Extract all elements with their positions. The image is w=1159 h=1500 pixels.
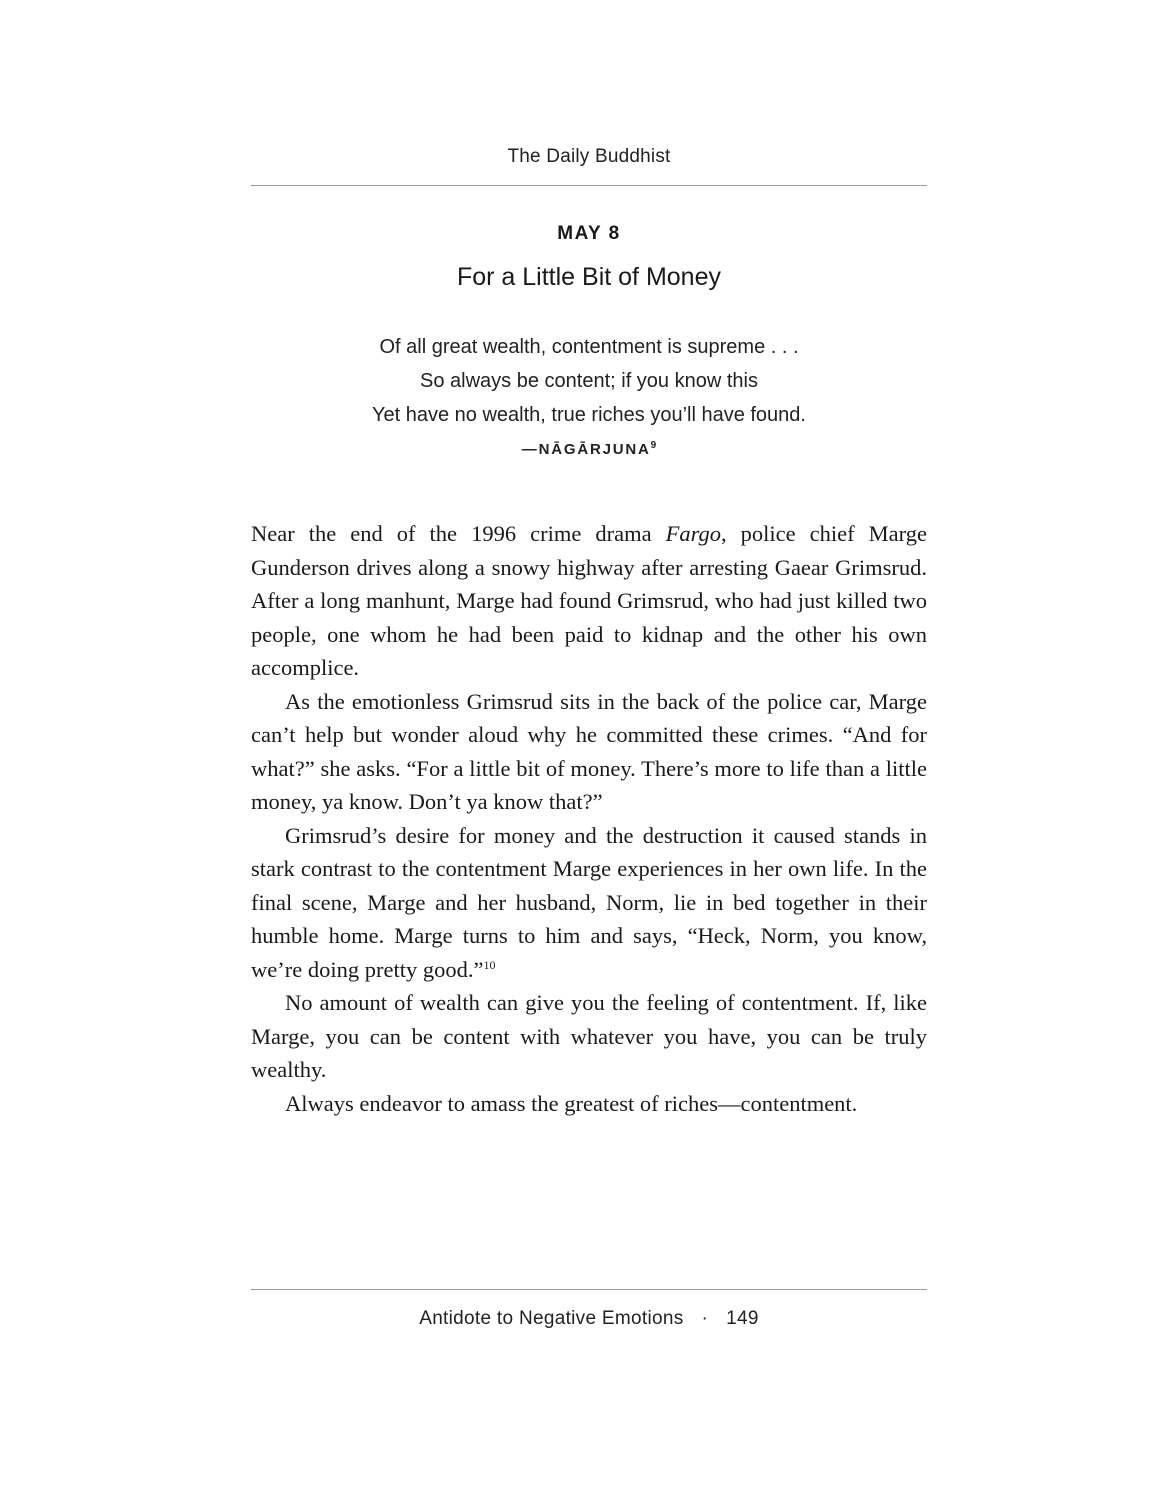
- body-paragraph: No amount of wealth can give you the feeling of contentment. If, like Marge, you can be content with whatever you have, you can be truly wealthy.: [251, 990, 927, 1082]
- page-number: 149: [726, 1308, 759, 1329]
- body-text: [251, 517, 927, 1120]
- body-paragraph: As the emotionless Grimsrud sits in the back of the police car, Marge can’t help but wonder aloud why he committed these crimes. “And for what?” she asks. “For a little bit of money. There’s more to life than a little money, ya know. Don’t ya know that?”: [251, 688, 927, 814]
- body-paragraph: [251, 819, 927, 987]
- running-footer: [251, 1308, 927, 1330]
- film-title: Fargo: [665, 521, 722, 546]
- footer-rule: [251, 1289, 927, 1290]
- body-text-run: , police chief Marge Gunderson drives along a snowy highway after arresting Gaear Grimsrud. After a long manhunt, Marge had found Grimsrud, who had just killed two people, one whom he had been paid to kidnap and the other his own accomplice.: [251, 521, 927, 680]
- epigraph-line: So always be content; if you know this: [420, 370, 758, 392]
- body-text-run: Near the end of the 1996 crime drama: [251, 521, 666, 546]
- epigraph-line: Of all great wealth, contentment is supreme . . .: [379, 336, 799, 358]
- epigraph: [251, 330, 927, 432]
- epigraph-attribution: [251, 440, 927, 458]
- running-header: The Daily Buddhist: [507, 146, 671, 167]
- entry-date: MAY 8: [557, 223, 621, 244]
- epigraph-line: Yet have no wealth, true riches you’ll have found.: [372, 404, 806, 426]
- footer-section-title: Antidote to Negative Emotions: [419, 1308, 684, 1329]
- endnote-reference: 10: [483, 957, 496, 972]
- body-paragraph: Always endeavor to amass the greatest of riches—contentment.: [285, 1090, 858, 1116]
- epigraph-author: —NĀGĀRJUNA: [521, 441, 651, 458]
- footer-separator: ·: [701, 1308, 709, 1329]
- entry-title: For a Little Bit of Money: [456, 263, 721, 291]
- body-paragraph: [251, 517, 927, 685]
- body-text-run: Grimsrud’s desire for money and the destruction it caused stands in stark contrast to the contentment Marge experiences in her own life. In the final scene, Marge and her husband, Norm, lie in bed together in their humble home. Marge turns to him and says, “Heck, Norm, you know, we’re doing pretty good.”: [251, 822, 927, 982]
- endnote-reference: 9: [650, 440, 657, 451]
- header-rule: [251, 185, 927, 186]
